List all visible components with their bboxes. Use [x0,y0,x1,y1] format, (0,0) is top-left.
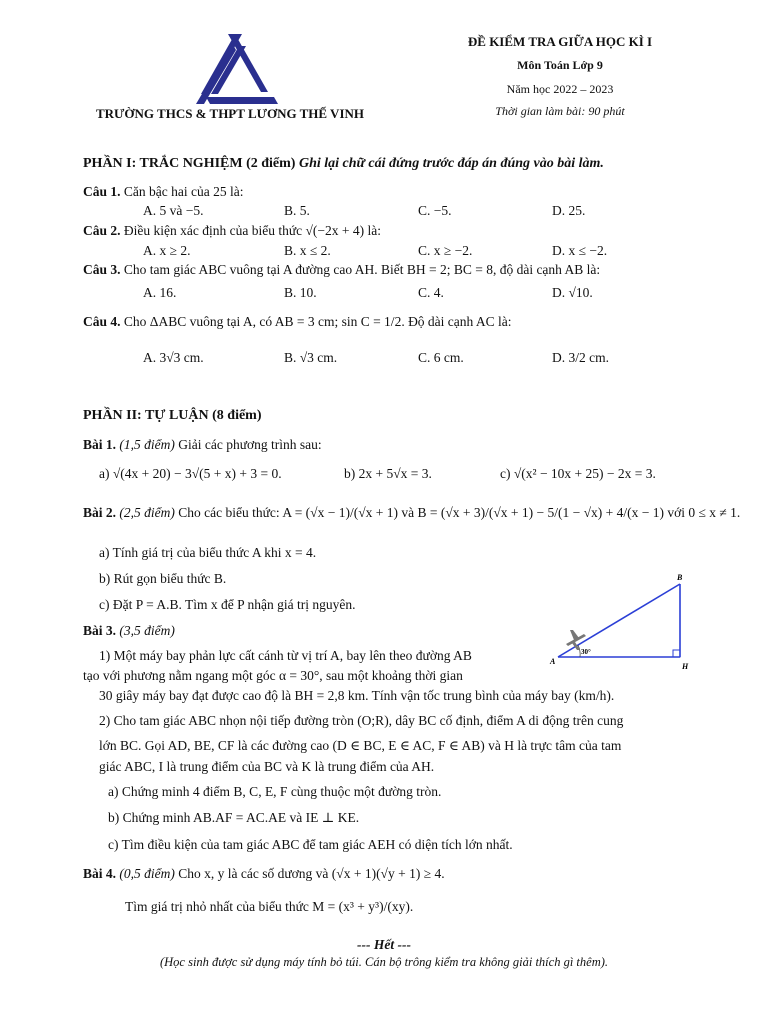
airplane-icon [566,630,586,650]
exam-year: Năm học 2022 – 2023 [506,82,614,96]
option-a: A. x ≥ 2. [143,243,191,258]
bai-points: (3,5 điểm) [119,623,175,638]
school-name: TRƯỜNG THCS & THPT LƯƠNG THẾ VINH [96,106,364,121]
option-b: B. x ≤ 2. [284,243,331,258]
bai-points: (0,5 điểm) [119,866,175,881]
option-c: C. −5. [418,203,452,218]
bai2-item-b: b) Rút gọn biểu thức B. [99,571,227,586]
bai4-task: Tìm giá trị nhỏ nhất của biểu thức M = (x³ + y³)/(xy). [125,899,414,914]
option-d: D. 25. [552,203,586,218]
bai1-item-a: a) √(4x + 20) − 3√(5 + x) + 3 = 0. [99,466,282,481]
bai2-item-c: c) Đặt P = A.B. Tìm x để P nhận giá trị nguyên. [99,597,356,612]
option-c: C. x ≥ −2. [418,243,473,258]
bai-text: Giải các phương trình sau: [178,437,322,452]
question-label: Câu 3. [83,262,121,277]
bai-label: Bài 1. [83,437,117,452]
bai-points: (1,5 điểm) [119,437,175,452]
option-b: B. 10. [284,285,317,300]
bai1-item-b: b) 2x + 5√x = 3. [344,466,432,481]
bai3-p2-line1: 2) Cho tam giác ABC nhọn nội tiếp đường tròn (O;R), dây BC cố định, điểm A di động trên cung [99,713,624,728]
bai3-p2-line2: lớn BC. Gọi AD, BE, CF là các đường cao (D ∈ BC, E ∈ AC, F ∈ AB) và H là trực tâm của tam [99,738,622,753]
question-4 [83,314,512,330]
option-c: C. 6 cm. [418,350,464,365]
exam-title: ĐỀ KIỂM TRA GIỮA HỌC KÌ I [467,34,653,49]
option-b: B. 5. [284,203,310,218]
bai3-item-b: b) Chứng minh AB.AF = AC.AE và IE ⊥ KE. [108,810,360,825]
bai-label: Bài 2. [83,505,117,520]
option-b: B. √3 cm. [284,350,338,365]
question-2 [83,223,381,239]
label-a: A [550,657,556,666]
bai3-p1-line1: 1) Một máy bay phản lực cất cánh từ vị trí A, bay lên theo đường AB [99,648,472,663]
option-a: A. 3√3 cm. [143,350,204,365]
bai3-item-a: a) Chứng minh 4 điểm B, C, E, F cùng thuộc một đường tròn. [108,784,442,799]
bai3-p1-line2: tạo với phương nằm ngang một góc α = 30°, sau một khoảng thời gian [83,668,463,683]
question-label: Câu 1. [83,184,121,199]
angle-label: 30° [581,648,591,656]
airplane-triangle-diagram [548,572,698,672]
bai1-item-c: c) √(x² − 10x + 25) − 2x = 3. [500,466,656,481]
bai2-heading [83,505,740,521]
question-text: Cho ΔABC vuông tại A, có AB = 3 cm; sin C = 1/2. Độ dài cạnh AC là: [123,314,512,329]
question-3 [83,262,600,278]
exam-time: Thời gian làm bài: 90 phút [495,104,625,118]
label-b: B [677,573,683,582]
bai2-formula: A = (√x − 1)/(√x + 1) và B = (√x + 3)/(√x + 1) − 5/(1 − √x) + 4/(x − 1) với 0 ≤ x ≠ 1. [282,505,741,520]
bai-label: Bài 4. [83,866,117,881]
option-c: C. 4. [418,285,444,300]
bai-text: Cho các biểu thức: [178,505,280,520]
option-d: D. 3/2 cm. [552,350,609,365]
part1-heading [83,156,604,172]
bai3-p2-line3: giác ABC, I là trung điểm của BC và K là trung điểm của AH. [99,759,435,774]
bai-text: Cho x, y là các số dương và (√x + 1)(√y + 1) ≥ 4. [178,866,445,881]
question-text: Điều kiện xác định của biểu thức √(−2x + 4) là: [123,223,382,238]
part1-instruction: Ghi lại chữ cái đứng trước đáp án đúng vào bài làm. [298,156,604,171]
question-text: Căn bậc hai của 25 là: [123,184,244,199]
bai3-p1-line3: 30 giây máy bay đạt được cao độ là BH = 2,8 km. Tính vận tốc trung bình của máy bay (km/h). [99,688,615,703]
bai3-item-c: c) Tìm điều kiện của tam giác ABC để tam giác AEH có diện tích lớn nhất. [108,837,513,852]
bai3-heading [83,623,175,639]
question-1 [83,184,243,200]
part1-title: PHẦN I: TRẮC NGHIỆM (2 điểm) [83,156,296,171]
question-label: Câu 2. [83,223,121,238]
bai4-heading [83,866,445,882]
bai-label: Bài 3. [83,623,117,638]
option-a: A. 16. [143,285,177,300]
label-h: H [682,662,689,671]
bai2-item-a: a) Tính giá trị của biểu thức A khi x = 4. [99,545,317,560]
exam-subject: Môn Toán Lớp 9 [517,58,603,72]
part2-title: PHẦN II: TỰ LUẬN (8 điểm) [83,408,262,423]
option-a: A. 5 và −5. [143,203,204,218]
question-text: Cho tam giác ABC vuông tại A đường cao AH. Biết BH = 2; BC = 8, độ dài cạnh AB là: [123,262,601,277]
bai-points: (2,5 điểm) [119,505,175,520]
option-d: D. x ≤ −2. [552,243,608,258]
end-marker: --- Hết --- [357,937,411,952]
question-label: Câu 4. [83,314,121,329]
footer-note: (Học sinh được sử dụng máy tính bỏ túi. Cán bộ trông kiểm tra không giải thích gì thêm). [159,955,609,969]
bai1-heading [83,437,322,453]
school-logo [190,32,280,107]
option-d: D. √10. [552,285,593,300]
